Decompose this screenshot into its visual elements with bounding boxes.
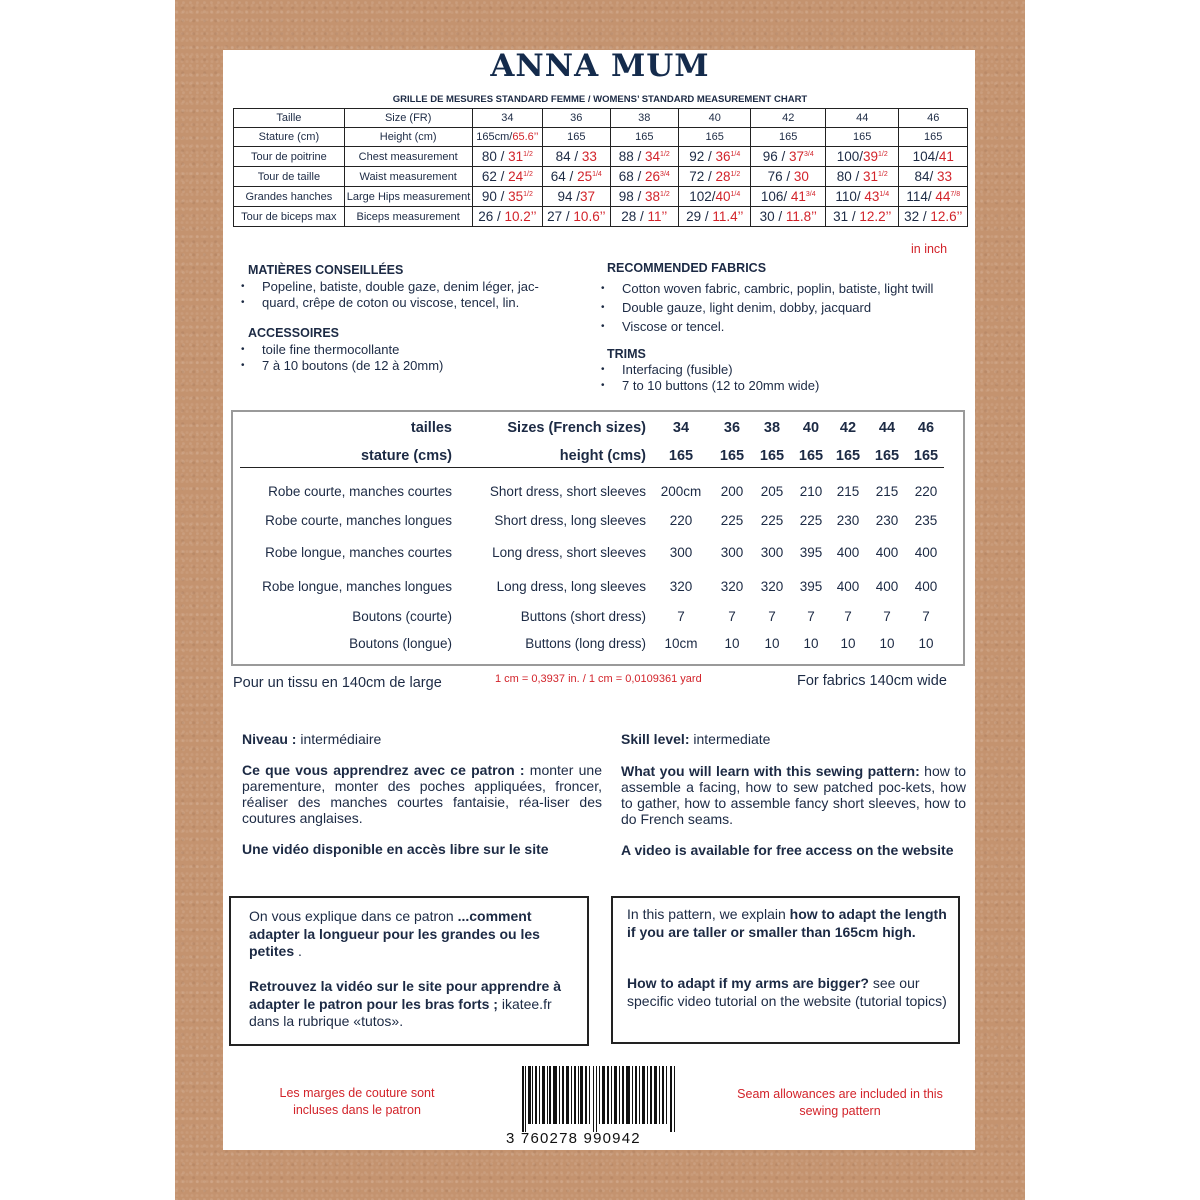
table-cell — [678, 109, 750, 128]
cell-value: 165 — [779, 131, 798, 143]
yardage-cell: 215 — [875, 484, 899, 499]
learn-en — [621, 763, 966, 827]
cell-inch-value: 26 — [645, 169, 661, 184]
yardage-row-label-fr: Robe courte, manches longues — [265, 513, 452, 528]
table-cell — [610, 207, 678, 227]
table-row — [234, 187, 968, 207]
table-cell — [472, 128, 542, 147]
table-cell — [472, 187, 542, 207]
cell-inch-fraction: 7/8 — [950, 191, 961, 198]
video-fr: Une vidéo disponible en accès libre sur le site — [242, 841, 549, 857]
yardage-header-value: 165 — [668, 448, 694, 464]
yardage-row-label-fr: Robe longue, manches courtes — [265, 545, 452, 560]
cell-value: 36 — [570, 112, 583, 124]
cell-cm-value: 30 / — [759, 209, 786, 224]
cell-inch-fraction: 1/2 — [523, 191, 533, 198]
yardage-cell: 300 — [669, 545, 693, 560]
cell-cm-value: 68 / — [618, 169, 646, 184]
yardage-header-fr: stature (cms) — [360, 448, 452, 464]
table-cell — [472, 147, 542, 167]
text: In this pattern, we explain — [627, 906, 790, 922]
table-row — [234, 109, 968, 128]
yardage-cell: 400 — [836, 545, 860, 560]
cell-inch-value: 12.6’’ — [930, 209, 963, 224]
table-cell — [543, 128, 610, 147]
yardage-cell: 7 — [807, 609, 815, 624]
yardage-cell: 10 — [803, 636, 819, 651]
table-cell — [678, 207, 750, 227]
cell-cm-value: 100/ — [836, 149, 863, 164]
cell-value: 165 — [635, 131, 654, 143]
row-label-fr: Tour de biceps max — [234, 207, 345, 227]
fabrics-en-list — [598, 279, 973, 336]
yardage-cell: 400 — [914, 545, 938, 560]
table-cell — [899, 187, 968, 207]
yardage-cell: 395 — [799, 579, 823, 594]
cell-inch-value: 10.6’’ — [573, 209, 606, 224]
yardage-header-value: 34 — [672, 420, 690, 436]
skill-level-en — [621, 731, 966, 747]
yardage-header-value: 40 — [802, 420, 820, 436]
cell-cm-value: 110/ — [835, 189, 865, 204]
brand-title: ANNA MUM — [490, 48, 710, 84]
yardage-header-fr: tailles — [410, 420, 452, 436]
yardage-cell: 10 — [724, 636, 740, 651]
fabrics-fr-list — [238, 279, 578, 311]
table-cell — [751, 109, 826, 128]
row-label-fr: Stature (cm) — [234, 128, 345, 147]
table-row — [234, 167, 968, 187]
cell-inch-fraction: 1/4 — [879, 191, 890, 198]
yardage-cell: 320 — [720, 579, 744, 594]
trims-en-list — [598, 362, 973, 394]
cell-value: 165 — [924, 131, 943, 143]
cell-cm-value: 88 / — [618, 149, 646, 164]
cell-value: 42 — [782, 112, 795, 124]
yardage-header-rule — [240, 467, 944, 468]
table-cell — [751, 128, 826, 147]
yardage-header-value: 36 — [723, 420, 741, 436]
cell-inch-value: 25 — [577, 169, 593, 184]
table-cell — [899, 147, 968, 167]
cell-cm-value: 84 / — [555, 149, 582, 164]
cell-inch-value: 31 — [862, 169, 878, 184]
fabric-width-fr: Pour un tissu en 140cm de large — [233, 675, 442, 691]
learn-fr-text: monter une parementure, monter des poches appliquées, froncer, réaliser des manches courtes fantaisie, réa-liser des coutures anglaises. — [242, 762, 602, 826]
table-cell — [825, 207, 899, 227]
table-cell — [610, 167, 678, 187]
yardage-cell: 7 — [844, 609, 852, 624]
length-info-box-fr — [229, 896, 589, 1046]
length-info-fr-p2 — [249, 978, 584, 1031]
text: see our specific video tutorial on the website (tutorial topics) — [627, 975, 947, 1009]
yardage-cell: 10 — [764, 636, 780, 651]
cell-inch-value: 12.2’’ — [859, 209, 892, 224]
cell-inch-value: 38 — [645, 189, 661, 204]
cell-inch-fraction: 1/2 — [660, 151, 670, 158]
yardage-row-label-fr: Robe courte, manches courtes — [268, 484, 452, 499]
cell-value: 165cm/ — [476, 131, 513, 143]
cell-inch-value: 41 — [790, 189, 806, 204]
yardage-header-value: 165 — [759, 448, 785, 464]
yardage-cell: 400 — [875, 545, 899, 560]
cell-cm-value: 98 / — [618, 189, 646, 204]
row-label-en: Height (cm) — [344, 128, 472, 147]
table-cell — [610, 128, 678, 147]
cell-inch-value: 11.4’’ — [712, 209, 744, 224]
yardage-cell: 10 — [918, 636, 934, 651]
cell-cm-value: 102/ — [689, 189, 716, 204]
length-info-box-en — [611, 896, 960, 1044]
cell-inch-value: 30 — [793, 169, 809, 184]
inch-note: in inch — [911, 242, 948, 256]
table-cell — [825, 109, 899, 128]
table-cell — [543, 167, 610, 187]
yardage-cell: 10 — [840, 636, 856, 651]
cell-inch-fraction: 1/2 — [523, 151, 533, 158]
cell-cm-value: 106/ — [760, 189, 791, 204]
yardage-cell: 320 — [760, 579, 784, 594]
trims-en-title: TRIMS — [607, 347, 646, 361]
cell-cm-value: 28 / — [621, 209, 648, 224]
yardage-cell: 225 — [799, 513, 823, 528]
cell-inch-value: 11.8’’ — [785, 209, 817, 224]
yardage-cell: 300 — [720, 545, 744, 560]
skill-level-en-value: intermediate — [689, 731, 771, 747]
text-bold: how to adapt the length if you are taller or smaller than 165cm high. — [627, 906, 947, 940]
cell-cm-value: 64 / — [550, 169, 578, 184]
yardage-cell: 7 — [883, 609, 891, 624]
fabric-width-en: For fabrics 140cm wide — [797, 673, 947, 689]
table-row — [234, 147, 968, 167]
table-cell — [899, 109, 968, 128]
yardage-header-value: 165 — [874, 448, 900, 464]
table-cell — [751, 167, 826, 187]
unit-conversion-note: 1 cm = 0,3937 in. / 1 cm = 0,0109361 yard — [495, 673, 702, 685]
list-item: • Viscose or tencel. — [598, 317, 973, 336]
table-cell — [610, 109, 678, 128]
row-label-en: Waist measurement — [344, 167, 472, 187]
cell-inch-value: 39 — [862, 149, 878, 164]
text-bold: ...comment adapter la longueur pour les grandes ou les petites — [249, 908, 540, 959]
cell-inch-value: 40 — [715, 189, 731, 204]
cell-inch-fraction: 1/2 — [523, 171, 533, 178]
learn-fr-label: Ce que vous apprendrez avec ce patron : — [242, 762, 525, 778]
cell-value: 44 — [856, 112, 869, 124]
cell-inch-value: 33 — [581, 149, 597, 164]
yardage-header-en: Sizes (French sizes) — [507, 420, 646, 436]
list-item: • Double gauze, light denim, dobby, jacquard — [598, 298, 973, 317]
cell-value: 165 — [705, 131, 724, 143]
cell-inch-value: 28 — [715, 169, 731, 184]
list-item: • Interfacing (fusible) — [598, 362, 973, 378]
table-cell — [472, 167, 542, 187]
cell-cm-value: 76 / — [767, 169, 794, 184]
table-cell — [543, 187, 610, 207]
table-cell — [472, 207, 542, 227]
cell-cm-value: 72 / — [689, 169, 716, 184]
cell-value: 46 — [927, 112, 940, 124]
list-item: • 7 à 10 boutons (de 12 à 20mm) — [238, 358, 578, 374]
cell-value: 165 — [567, 131, 586, 143]
row-label-fr: Grandes hanches — [234, 187, 345, 207]
table-cell — [610, 147, 678, 167]
skill-level-fr-value: intermédiaire — [296, 731, 382, 747]
list-item: • 7 to 10 buttons (12 to 20mm wide) — [598, 378, 973, 394]
text-bold: How to adapt if my arms are bigger? — [627, 975, 869, 991]
yardage-cell: 395 — [799, 545, 823, 560]
yardage-header-value: 165 — [835, 448, 861, 464]
yardage-cell: 200 — [720, 484, 744, 499]
yardage-row-label-en: Long dress, long sleeves — [496, 579, 646, 594]
yardage-cell: 7 — [922, 609, 930, 624]
yardage-cell: 220 — [669, 513, 693, 528]
cell-cm-value: 31 / — [833, 209, 860, 224]
table-cell — [825, 128, 899, 147]
cell-cm-value: 94 / — [557, 189, 581, 204]
yardage-header-value: 44 — [878, 420, 896, 436]
cell-value: 165 — [853, 131, 872, 143]
table-cell — [472, 109, 542, 128]
fabrics-fr-title: MATIÈRES CONSEILLÉES — [248, 263, 404, 277]
video-en: A video is available for free access on the website — [621, 842, 954, 858]
chart-subtitle: GRILLE DE MESURES STANDARD FEMME / WOMENS’ STANDARD MEASUREMENT CHART — [392, 94, 808, 105]
yardage-cell: 225 — [760, 513, 784, 528]
length-info-en-p1 — [627, 906, 952, 941]
cell-inch-value: 43 — [864, 189, 880, 204]
yardage-cell: 400 — [875, 579, 899, 594]
table-cell — [751, 207, 826, 227]
seam-allowance-en: Seam allowances are included in this sewing pattern — [737, 1087, 943, 1118]
cell-inch-value: 31 — [508, 149, 524, 164]
yardage-cell: 10 — [879, 636, 895, 651]
text: . — [294, 943, 302, 959]
cell-cm-value: 96 / — [762, 149, 789, 164]
row-label-en: Chest measurement — [344, 147, 472, 167]
cell-cm-value: 92 / — [689, 149, 716, 164]
yardage-cell: 300 — [760, 545, 784, 560]
cell-cm-value: 114/ — [906, 189, 936, 204]
cell-inch-value: 36 — [715, 149, 731, 164]
table-cell — [751, 187, 826, 207]
length-info-fr-p1 — [249, 908, 579, 961]
yardage-header-value: 42 — [839, 420, 857, 436]
accessories-fr-list — [238, 342, 578, 374]
cell-inch-value: 10.2’’ — [504, 209, 537, 224]
cell-inch-value: 44 — [935, 189, 951, 204]
yardage-cell: 7 — [677, 609, 685, 624]
cell-inch-value: 24 — [508, 169, 524, 184]
yardage-cell: 230 — [875, 513, 899, 528]
cell-inch-fraction: 3/4 — [804, 151, 814, 158]
accessories-fr-title: ACCESSOIRES — [248, 326, 339, 340]
seam-allowance-fr: Les marges de couture sont incluses dans le patron — [279, 1086, 435, 1117]
table-cell — [678, 187, 750, 207]
yardage-row-label-fr: Boutons (longue) — [349, 636, 452, 651]
cell-cm-value: 62 / — [481, 169, 509, 184]
skill-level-fr — [242, 731, 602, 747]
cell-inch-fraction: 1/4 — [592, 171, 602, 178]
yardage-cell: 225 — [720, 513, 744, 528]
cell-value: 40 — [708, 112, 721, 124]
yardage-cell: 400 — [836, 579, 860, 594]
yardage-header-value: 165 — [719, 448, 745, 464]
table-cell — [825, 167, 899, 187]
skill-level-fr-label: Niveau : — [242, 731, 297, 747]
cell-inch-value: 35 — [508, 189, 524, 204]
cell-cm-value: 80 / — [836, 169, 863, 184]
cell-cm-value: 26 / — [478, 209, 505, 224]
fabrics-en-title: RECOMMENDED FABRICS — [607, 261, 767, 275]
cell-cm-value: 80 / — [481, 149, 509, 164]
cell-inch-value: 41 — [938, 149, 954, 164]
cell-cm-value: 27 / — [547, 209, 574, 224]
table-cell — [899, 128, 968, 147]
learn-en-text: how to assemble a facing, how to sew patched poc-kets, how to gather, how to assemble fancy short sleeves, how to do French seams. — [621, 763, 966, 827]
cell-inch-value: 65.6’’ — [512, 131, 539, 143]
yardage-cell: 10cm — [664, 636, 698, 651]
table-cell — [610, 187, 678, 207]
yardage-row-label-en: Buttons (short dress) — [520, 609, 646, 624]
learn-fr — [242, 762, 602, 826]
yardage-cell: 7 — [728, 609, 736, 624]
barcode-icon — [520, 1066, 680, 1132]
cell-inch-fraction: 3/4 — [805, 191, 816, 198]
length-info-en-p2 — [627, 975, 952, 1010]
yardage-row-label-en: Short dress, short sleeves — [489, 484, 646, 499]
yardage-header-en: height (cms) — [559, 448, 646, 464]
yardage-cell: 235 — [914, 513, 938, 528]
cell-inch-fraction: 3/4 — [660, 171, 670, 178]
yardage-header-value: 38 — [763, 420, 781, 436]
cell-inch-value: 34 — [645, 149, 661, 164]
yardage-cell: 7 — [768, 609, 776, 624]
cell-inch-fraction: 1/2 — [660, 191, 670, 198]
list-item: • Cotton woven fabric, cambric, poplin, batiste, light twill — [598, 279, 973, 298]
cell-cm-value: 104/ — [912, 149, 939, 164]
cell-inch-fraction: 1/2 — [730, 171, 741, 178]
yardage-cell: 210 — [799, 484, 823, 499]
yardage-cell: 215 — [836, 484, 860, 499]
yardage-row-label-fr: Boutons (courte) — [352, 609, 452, 624]
cell-inch-fraction: 1/4 — [730, 191, 741, 198]
table-cell — [825, 187, 899, 207]
yardage-row-label-en: Buttons (long dress) — [525, 636, 646, 651]
learn-en-label: What you will learn with this sewing pattern: — [621, 763, 920, 779]
cell-inch-value: 11’’ — [647, 209, 668, 224]
cell-inch-fraction: 1/4 — [730, 151, 741, 158]
cell-cm-value: 84/ — [914, 169, 937, 184]
row-label-fr: Taille — [234, 109, 345, 128]
table-cell — [899, 207, 968, 227]
measurement-chart — [233, 108, 968, 227]
yardage-cell: 230 — [836, 513, 860, 528]
barcode-number: 3 760278 990942 — [506, 1130, 641, 1147]
text: On vous explique dans ce patron — [249, 908, 458, 924]
cell-value: 38 — [638, 112, 651, 124]
row-label-en: Large Hips measurement — [344, 187, 472, 207]
cell-cm-value: 90 / — [481, 189, 509, 204]
yardage-row-label-en: Short dress, long sleeves — [494, 513, 646, 528]
list-item — [238, 295, 578, 311]
yardage-header-value: 165 — [798, 448, 824, 464]
table-cell — [751, 147, 826, 167]
text: ikatee.fr dans la rubrique «tutos». — [249, 995, 552, 1029]
yardage-row-label-fr: Robe longue, manches longues — [262, 579, 452, 594]
row-label-en: Size (FR) — [344, 109, 472, 128]
yardage-cell: 205 — [760, 484, 784, 499]
yardage-row-label-en: Long dress, short sleeves — [492, 545, 646, 560]
cell-cm-value: 29 / — [686, 209, 713, 224]
cell-inch-value: 37 — [788, 149, 804, 164]
yardage-cell: 320 — [669, 579, 693, 594]
text-bold: Retrouvez la vidéo sur le site pour apprendre à adapter le patron pour les bras forts ; — [249, 978, 561, 1012]
table-row — [234, 207, 968, 227]
skill-level-en-label: Skill level: — [621, 731, 690, 747]
list-item: • toile fine thermocollante — [238, 342, 578, 358]
cell-inch-value: 33 — [936, 169, 953, 184]
table-cell — [678, 147, 750, 167]
yardage-header-value: 165 — [913, 448, 939, 464]
cell-inch-fraction: 1/2 — [878, 171, 888, 178]
row-label-fr: Tour de poitrine — [234, 147, 345, 167]
cell-inch-value: 37 — [580, 189, 596, 204]
list-item: • Popeline, batiste, double gaze, denim léger, jac- — [238, 279, 578, 295]
row-label-fr: Tour de taille — [234, 167, 345, 187]
table-row — [234, 128, 968, 147]
yardage-cell: 220 — [914, 484, 938, 499]
table-cell — [543, 109, 610, 128]
yardage-cell: 200cm — [660, 484, 702, 499]
yardage-header-value: 46 — [917, 420, 935, 436]
table-cell — [543, 207, 610, 227]
list-item-continuation: quard, crêpe de coton ou viscose, tencel, lin. — [262, 295, 520, 310]
table-cell — [678, 167, 750, 187]
cell-inch-fraction: 1/2 — [878, 151, 888, 158]
yardage-cell: 400 — [914, 579, 938, 594]
table-cell — [825, 147, 899, 167]
cell-value: 34 — [501, 112, 514, 124]
row-label-en: Biceps measurement — [344, 207, 472, 227]
cell-cm-value: 32 / — [904, 209, 931, 224]
table-cell — [678, 128, 750, 147]
table-cell — [899, 167, 968, 187]
table-cell — [543, 147, 610, 167]
